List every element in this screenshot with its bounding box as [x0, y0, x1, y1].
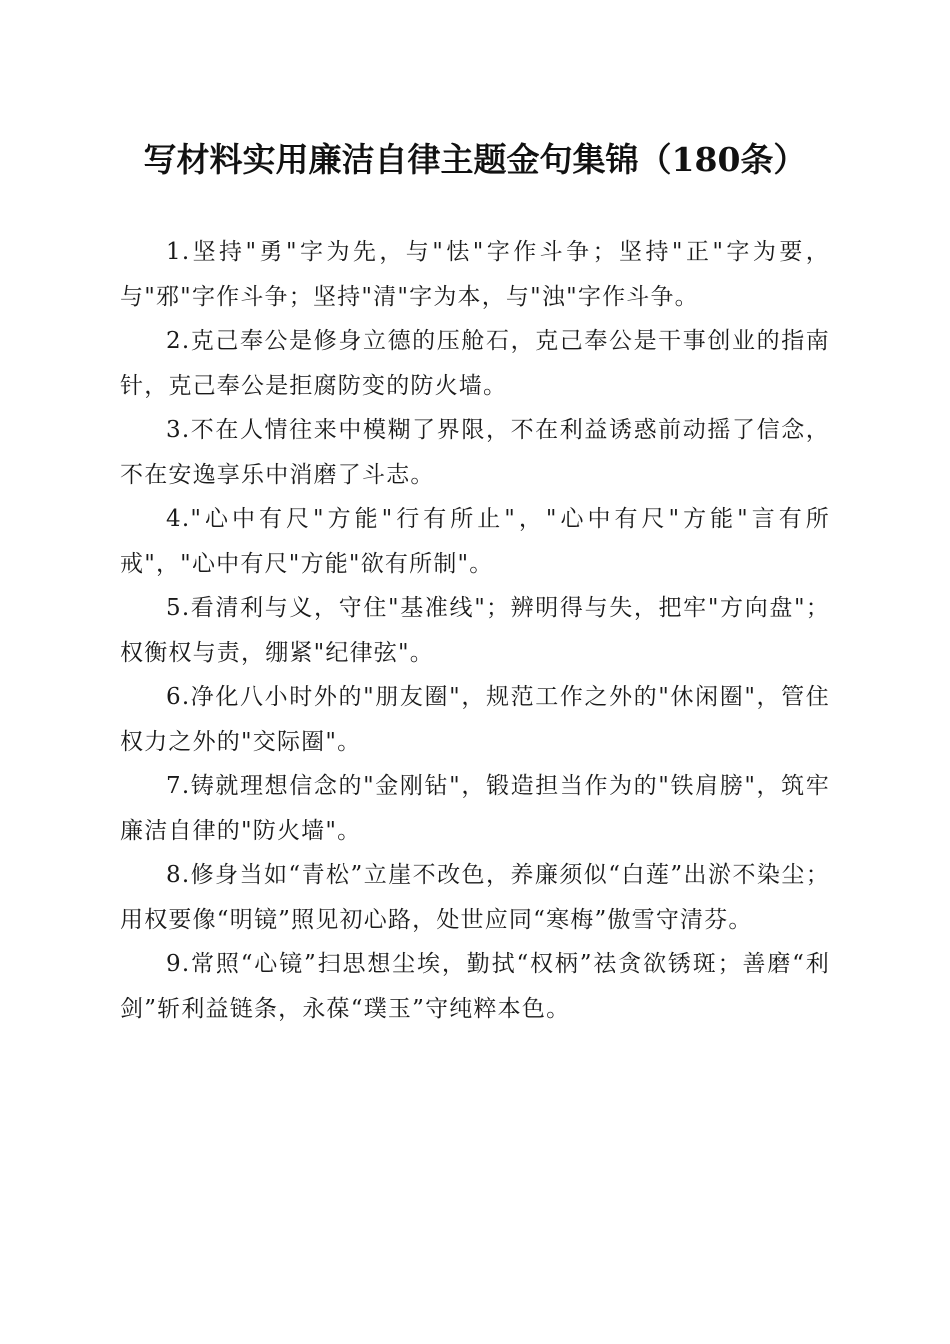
paragraph-3: 3.不在人情往来中模糊了界限，不在利益诱惑前动摇了信念，不在安逸享乐中消磨了斗志。	[120, 417, 830, 488]
paragraph-6: 6.净化八小时外的"朋友圈"，规范工作之外的"休闲圈"，管住权力之外的"交际圈"。	[120, 684, 830, 755]
paragraph-7: 7.铸就理想信念的"金刚钻"，锻造担当作为的"铁肩膀"，筑牢廉洁自律的"防火墙"。	[120, 773, 830, 844]
document-body	[120, 230, 830, 1031]
document-title: 写材料实用廉洁自律主题金句集锦（180条）	[143, 140, 807, 179]
paragraph-8: 8.修身当如“青松”立崖不改色，养廉须似“白莲”出淤不染尘；用权要像“明镜”照见初心路，处世应同“寒梅”傲雪守清芬。	[120, 862, 830, 933]
paragraph-4: 4."心中有尺"方能"行有所止"，"心中有尺"方能"言有所戒"，"心中有尺"方能"欲有所制"。	[120, 506, 830, 577]
paragraph-9: 9.常照“心镜”扫思想尘埃，勤拭“权柄”祛贪欲锈斑；善磨“利剑”斩利益链条，永葆“璞玉”守纯粹本色。	[120, 951, 830, 1022]
paragraph-1: 1.坚持"勇"字为先，与"怯"字作斗争；坚持"正"字为要，与"邪"字作斗争；坚持"清"字为本，与"浊"字作斗争。	[120, 239, 830, 310]
paragraph-5: 5.看清利与义，守住"基准线"；辨明得与失，把牢"方向盘"；权衡权与责，绷紧"纪律弦"。	[120, 595, 830, 666]
paragraph-2: 2.克己奉公是修身立德的压舱石，克己奉公是干事创业的指南针，克己奉公是拒腐防变的防火墙。	[120, 328, 830, 399]
